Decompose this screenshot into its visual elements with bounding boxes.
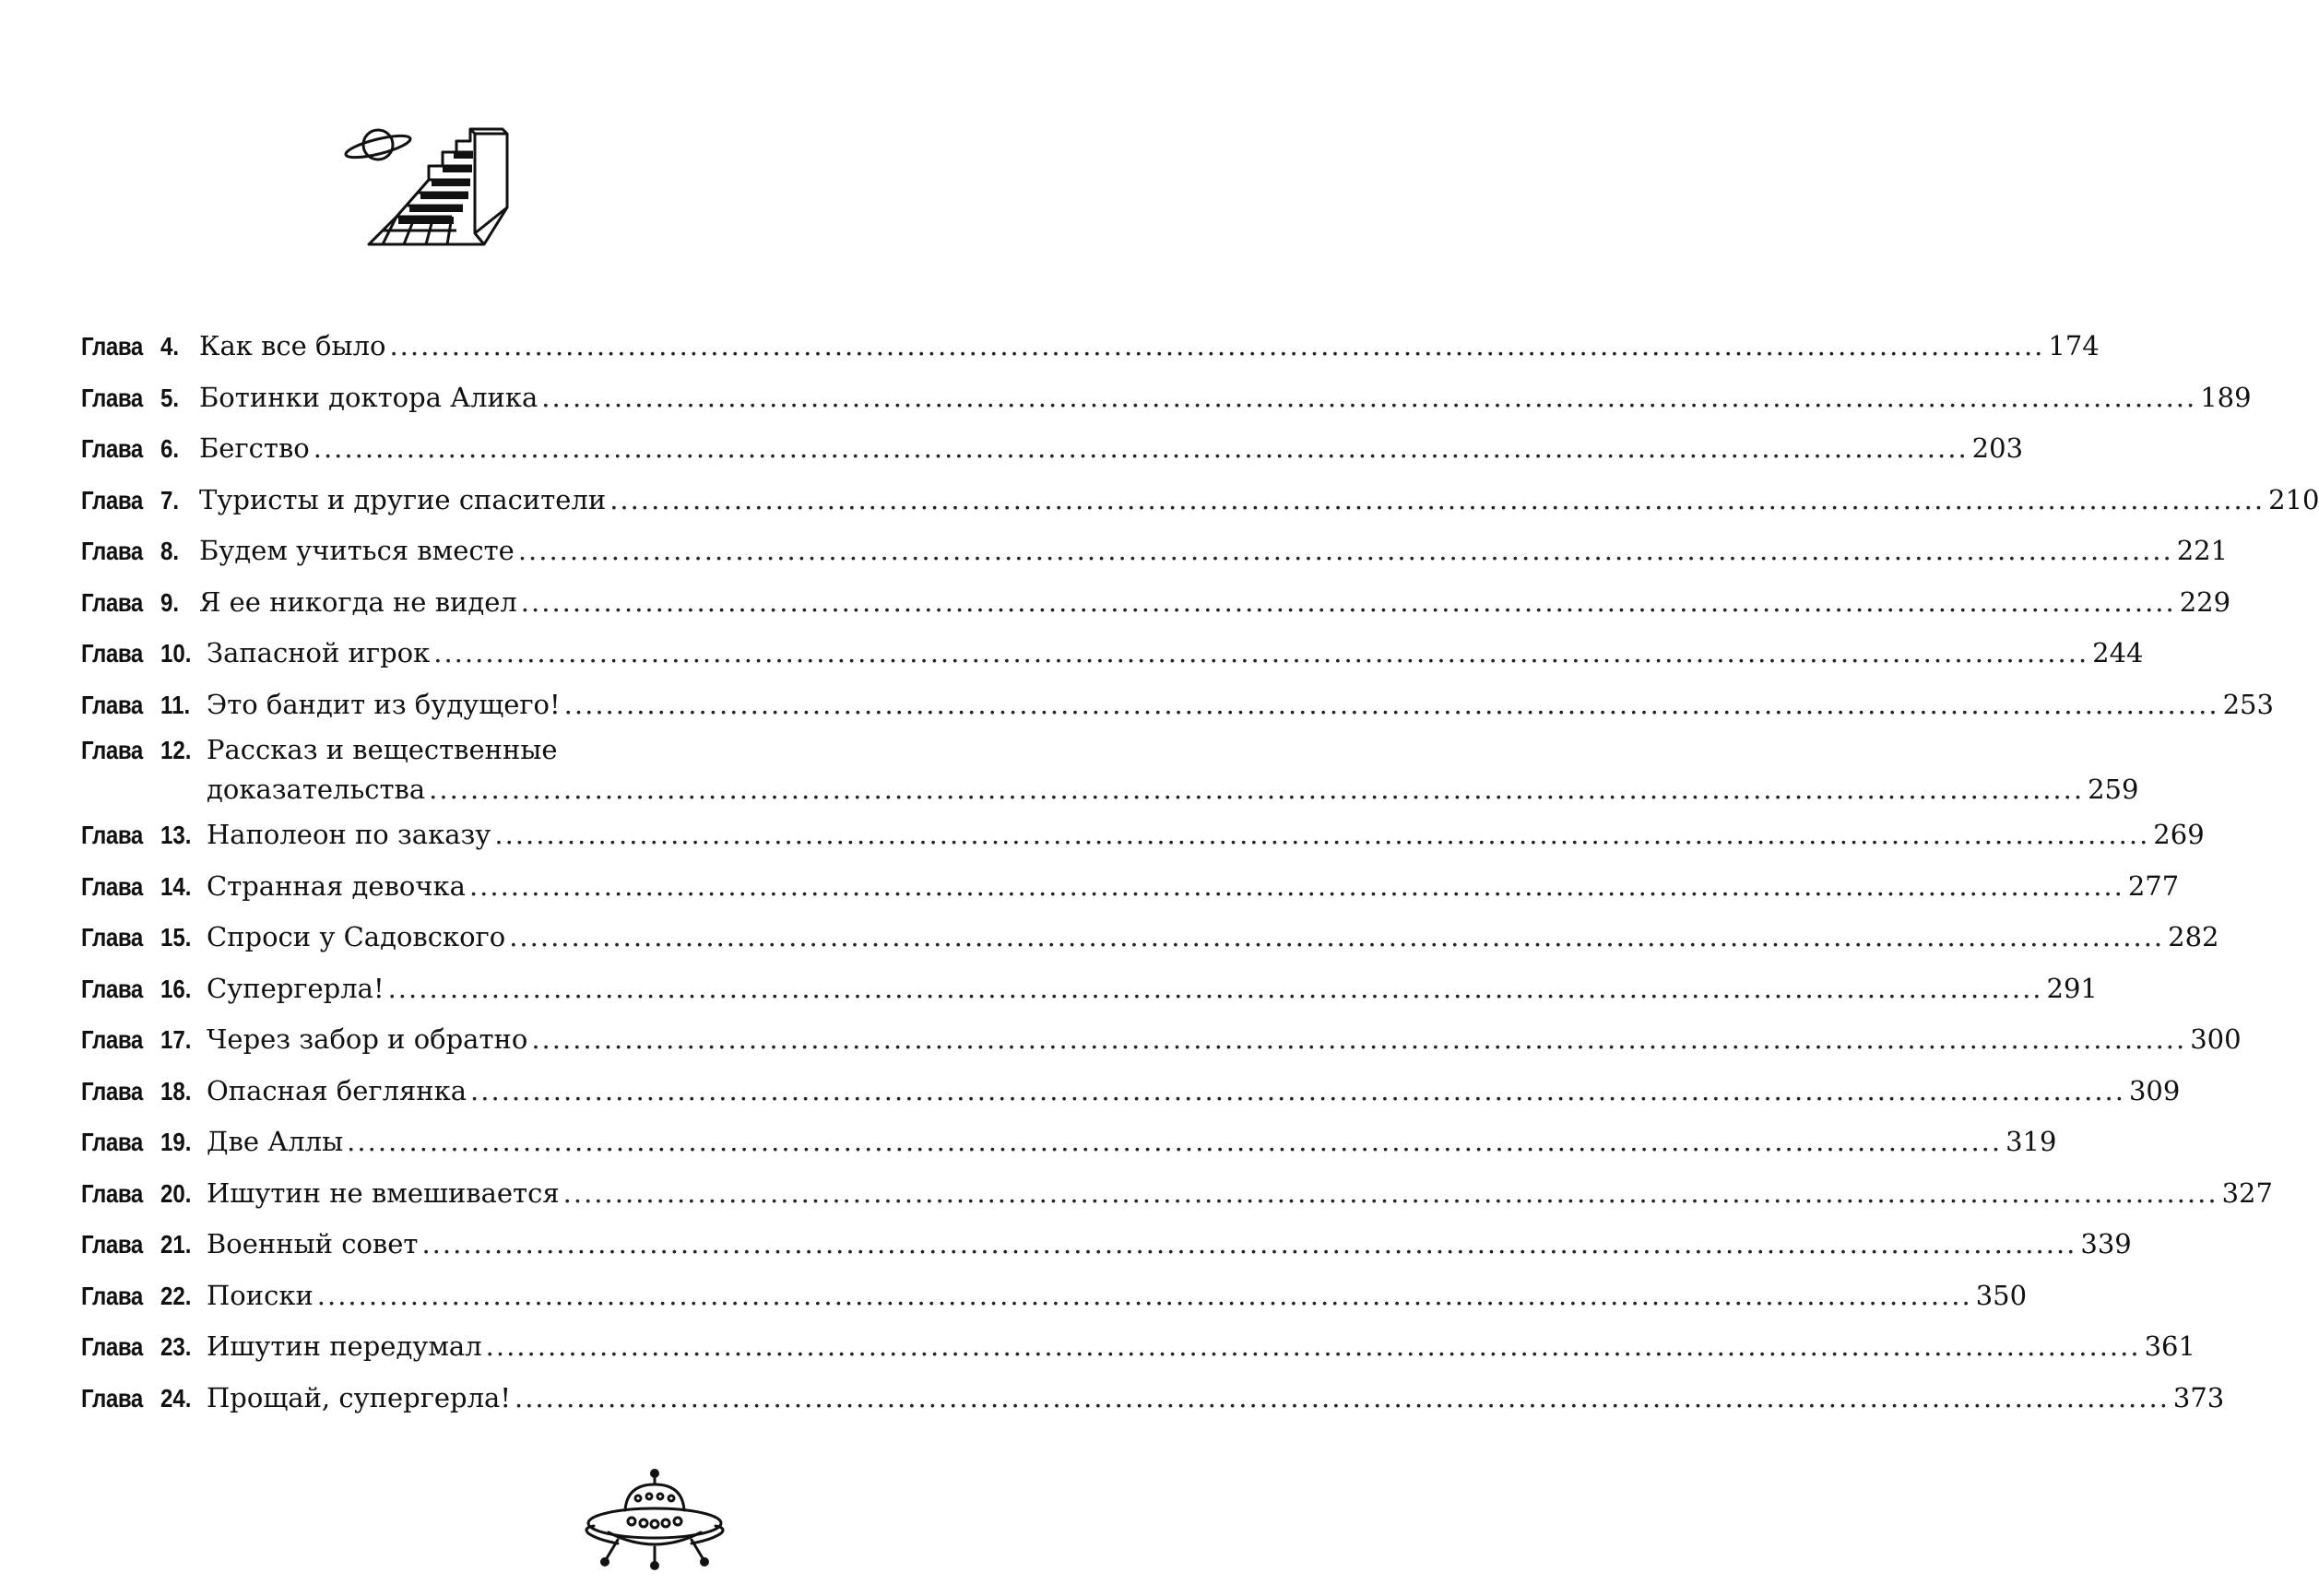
chapter-word: Глава (81, 923, 143, 952)
chapter-word: Глава (81, 1332, 143, 1361)
chapter-title: Через забор и обратно (207, 1023, 528, 1055)
toc-entry[interactable] (81, 1271, 2028, 1322)
toc-entry[interactable] (81, 1066, 2181, 1117)
leader-dots (347, 1117, 2002, 1168)
chapter-word: Глава (81, 1178, 143, 1208)
chapter-number: 18. (160, 1076, 192, 1105)
toc-entry[interactable] (81, 475, 2319, 526)
toc-entry[interactable] (81, 861, 2180, 913)
chapter-title: Будем учиться вместе (199, 535, 515, 566)
chapter-number: 17. (160, 1025, 192, 1054)
page-number: 277 (2127, 869, 2180, 902)
toc-entry[interactable] (81, 1014, 2242, 1066)
chapter-number: 16. (160, 974, 192, 1003)
chapter-number: 20. (160, 1178, 192, 1208)
leader-dots (469, 861, 2124, 913)
toc-entry[interactable] (81, 372, 2252, 424)
chapter-title: Спроси у Садовского (207, 921, 506, 952)
toc-entry[interactable] (81, 423, 2024, 475)
leader-dots (531, 1014, 2186, 1066)
chapter-title: Рассказ и вещественные (207, 734, 558, 765)
toc-entry[interactable] (81, 526, 2229, 577)
table-of-contents (81, 321, 2319, 1424)
leader-dots (518, 526, 2173, 577)
chapter-word: Глава (81, 974, 143, 1003)
chapter-number: 12. (160, 736, 192, 764)
chapter-word: Глава (81, 1128, 143, 1156)
chapter-title: Бегство (199, 432, 310, 464)
toc-entry[interactable] (81, 1168, 2273, 1220)
leader-dots (486, 1321, 2141, 1373)
page-number: 282 (2168, 921, 2219, 952)
leader-dots (563, 1168, 2218, 1220)
chapter-title: Это бандит из будущего! (207, 688, 561, 720)
chapter-number: 10. (160, 639, 192, 668)
toc-entry[interactable] (81, 1373, 2225, 1425)
leader-dots (494, 810, 2149, 861)
chapter-word: Глава (81, 736, 143, 764)
leader-dots (429, 770, 2084, 810)
chapter-number: 6. (160, 434, 180, 463)
leader-dots (609, 475, 2265, 526)
chapter-word: Глава (81, 383, 143, 412)
chapter-word: Глава (81, 434, 143, 463)
chapter-word: Глава (81, 821, 143, 849)
chapter-number: 23. (160, 1332, 192, 1361)
leader-dots (433, 628, 2088, 680)
leader-dots (564, 680, 2219, 731)
leader-dots (314, 423, 1969, 475)
chapter-title: Я ее никогда не видел (199, 585, 517, 618)
chapter-title: Как все было (199, 330, 386, 361)
toc-entry[interactable] (81, 628, 2144, 680)
page-number: 229 (2179, 585, 2231, 618)
leader-dots (388, 964, 2043, 1015)
page-number: 269 (2153, 819, 2205, 850)
page-number: 253 (2222, 688, 2274, 720)
chapter-number: 13. (160, 821, 192, 849)
chapter-title: Супергерла! (207, 972, 385, 1004)
leader-dots (509, 912, 2164, 964)
page-number: 174 (2048, 330, 2100, 361)
toc-entry[interactable] (81, 1321, 2195, 1373)
chapter-title: Ишутин не вмешивается (207, 1176, 560, 1209)
chapter-title: Наполеон по заказу (207, 819, 491, 850)
chapter-title: Туристы и другие спасители (199, 483, 607, 515)
page-number: 361 (2144, 1330, 2195, 1362)
page-number: 300 (2190, 1023, 2242, 1055)
chapter-word: Глава (81, 690, 143, 719)
toc-entry[interactable] (81, 810, 2205, 861)
toc-entry[interactable] (81, 577, 2231, 629)
chapter-word: Глава (81, 1076, 143, 1105)
toc-entry[interactable] (81, 1219, 2132, 1271)
toc-entry[interactable] (81, 730, 2139, 810)
page-number: 291 (2046, 972, 2098, 1004)
chapter-title: Две Аллы (207, 1126, 344, 1157)
page-number: 203 (1971, 432, 2024, 464)
chapter-number: 22. (160, 1281, 192, 1310)
planet-and-stairs-icon (341, 124, 535, 249)
chapter-title-continued: доказательства (207, 774, 426, 805)
page-number: 327 (2221, 1176, 2273, 1209)
leader-dots (470, 1066, 2125, 1117)
chapter-title: Военный совет (207, 1228, 419, 1259)
page-number: 350 (1975, 1279, 2028, 1311)
chapter-word: Глава (81, 871, 143, 901)
toc-entry[interactable] (81, 1117, 2057, 1168)
page-number: 319 (2005, 1126, 2057, 1157)
page-number: 189 (2200, 381, 2252, 413)
chapter-word: Глава (81, 1230, 143, 1259)
chapter-number: 7. (160, 485, 180, 514)
page-number: 259 (2088, 774, 2139, 805)
chapter-word: Глава (81, 1281, 143, 1310)
chapter-number: 24. (160, 1383, 192, 1413)
chapter-number: 21. (160, 1230, 192, 1259)
page-number: 373 (2172, 1381, 2225, 1413)
chapter-word: Глава (81, 485, 143, 514)
chapter-number: 11. (160, 690, 191, 719)
toc-entry[interactable] (81, 680, 2274, 731)
chapter-title: Странная девочка (207, 869, 466, 902)
page-number: 339 (2080, 1228, 2132, 1259)
chapter-word: Глава (81, 587, 143, 617)
leader-dots (515, 1373, 2170, 1425)
leader-dots (521, 577, 2176, 629)
chapter-word: Глава (81, 639, 143, 668)
toc-entry[interactable] (81, 964, 2098, 1015)
chapter-number: 15. (160, 923, 192, 952)
chapter-title: Запасной игрок (207, 637, 431, 668)
flying-saucer-icon (581, 1466, 728, 1572)
leader-dots (541, 372, 2196, 424)
chapter-number: 19. (160, 1128, 192, 1156)
chapter-number: 14. (160, 871, 192, 901)
page-number: 309 (2128, 1074, 2181, 1106)
chapter-title: Ботинки доктора Алика (199, 381, 538, 413)
leader-dots (317, 1271, 1972, 1322)
chapter-title: Опасная беглянка (207, 1074, 467, 1106)
chapter-word: Глава (81, 1025, 143, 1054)
chapter-title: Ишутин передумал (207, 1330, 482, 1362)
chapter-number: 8. (160, 537, 180, 565)
chapter-word: Глава (81, 537, 143, 565)
leader-dots (389, 321, 2044, 372)
chapter-number: 5. (160, 383, 180, 412)
page-number: 210 (2268, 483, 2319, 515)
page-number: 244 (2092, 637, 2144, 668)
leader-dots (421, 1219, 2076, 1271)
toc-entry[interactable] (81, 912, 2219, 964)
chapter-number: 4. (160, 332, 180, 361)
toc-entry[interactable] (81, 321, 2100, 372)
chapter-title: Поиски (207, 1279, 314, 1311)
chapter-word: Глава (81, 332, 143, 361)
page-number: 221 (2176, 535, 2229, 566)
chapter-word: Глава (81, 1383, 143, 1413)
chapter-number: 9. (160, 587, 180, 617)
chapter-title: Прощай, супергерла! (207, 1381, 511, 1413)
